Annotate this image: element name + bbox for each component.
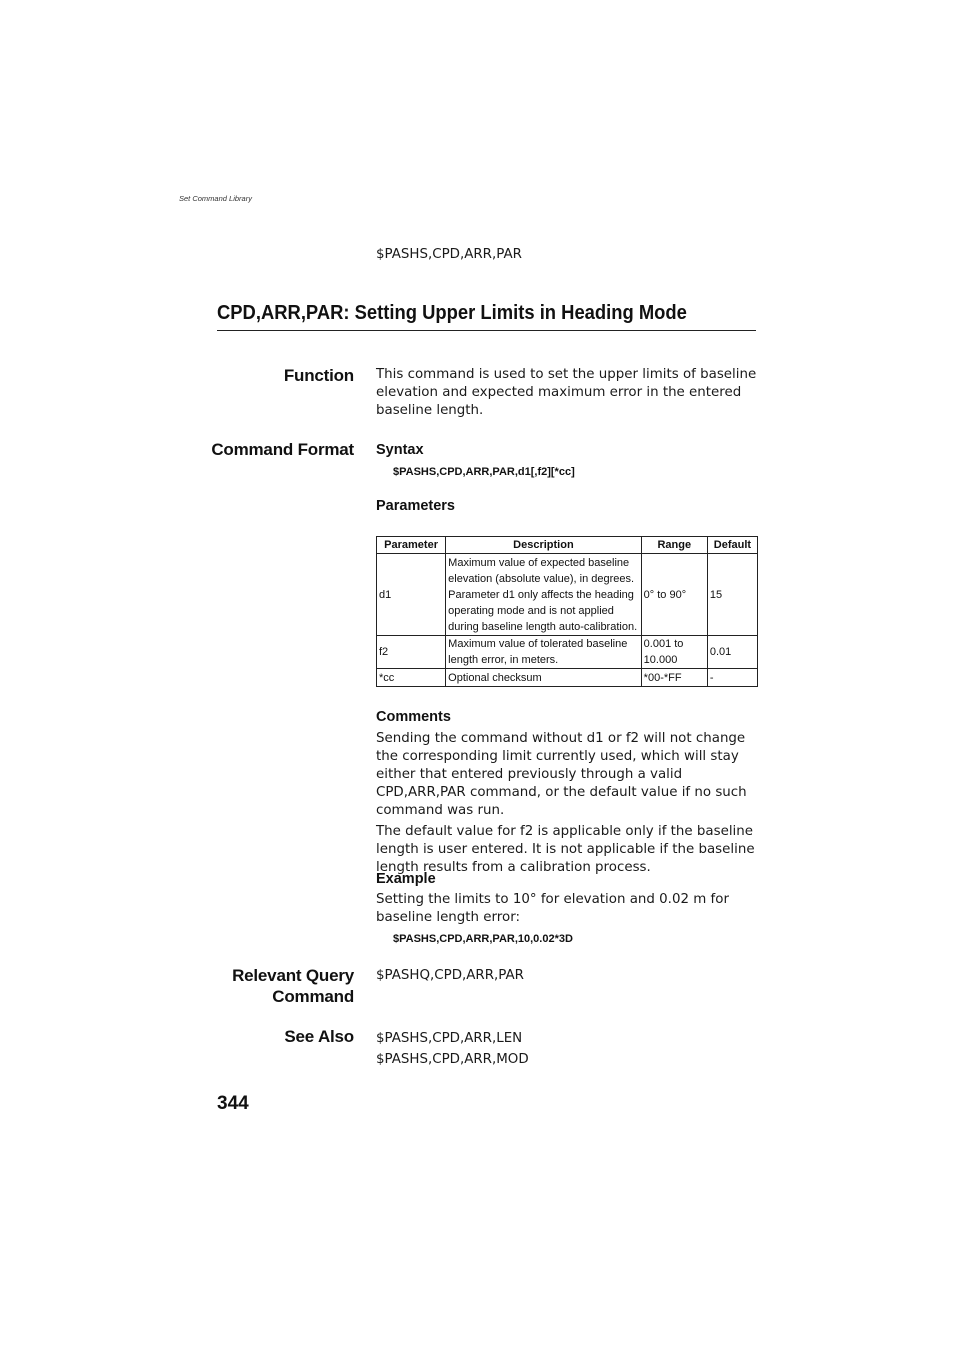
relevant-query-heading-line1: Relevant Query bbox=[232, 966, 354, 985]
function-text: This command is used to set the upper limits of baseline elevation and expected maximum error in the entered baseline length. bbox=[376, 367, 757, 418]
parameter-cell: f2 bbox=[377, 636, 446, 669]
parameters-heading: Parameters bbox=[376, 498, 455, 514]
page-number: 344 bbox=[217, 1093, 249, 1114]
title-rule bbox=[217, 330, 756, 331]
default-cell: 0.01 bbox=[707, 636, 757, 669]
syntax-heading: Syntax bbox=[376, 442, 424, 458]
relevant-query-command: $PASHQ,CPD,ARR,PAR bbox=[376, 968, 524, 983]
see-also-heading: See Also bbox=[284, 1027, 354, 1046]
description-cell: Maximum value of tolerated baseline length error, in meters. bbox=[446, 636, 642, 669]
example-code: $PASHS,CPD,ARR,PAR,10,0.02*3D bbox=[393, 933, 573, 945]
range-cell: 0° to 90° bbox=[641, 554, 707, 636]
table-row bbox=[377, 636, 758, 669]
default-cell: 15 bbox=[707, 554, 757, 636]
running-head: Set Command Library bbox=[179, 194, 252, 203]
see-also-item: $PASHS,CPD,ARR,MOD bbox=[376, 1052, 529, 1067]
relevant-query-heading bbox=[232, 965, 354, 1007]
default-cell: - bbox=[707, 669, 757, 687]
column-header: Default bbox=[707, 537, 757, 554]
example-heading: Example bbox=[376, 871, 436, 887]
parameter-cell: *cc bbox=[377, 669, 446, 687]
see-also-list bbox=[376, 1028, 758, 1070]
comments-block bbox=[376, 730, 758, 880]
column-header: Range bbox=[641, 537, 707, 554]
page-title: CPD,ARR,PAR: Setting Upper Limits in Heading Mode bbox=[217, 302, 687, 324]
comments-heading: Comments bbox=[376, 709, 451, 725]
previous-command: $PASHS,CPD,ARR,PAR bbox=[376, 247, 522, 262]
description-cell: Optional checksum bbox=[446, 669, 642, 687]
see-also-item: $PASHS,CPD,ARR,LEN bbox=[376, 1031, 523, 1046]
comment-paragraph: Sending the command without d1 or f2 will not change the corresponding limit currently used, which will stay either that entered previously through a valid CPD,ARR,PAR command, or the default value if no such command was run. bbox=[376, 731, 747, 818]
column-header: Description bbox=[446, 537, 642, 554]
parameters-table bbox=[376, 536, 758, 687]
comment-paragraph: The default value for f2 is applicable only if the baseline length is user entered. It is not applicable if the baseline length results from a calibration process. bbox=[376, 824, 755, 875]
table-row bbox=[377, 554, 758, 636]
example-text: Setting the limits to 10° for elevation and 0.02 m for baseline length error: bbox=[376, 892, 729, 925]
table-row bbox=[377, 669, 758, 687]
command-format-heading: Command Format bbox=[211, 440, 354, 459]
syntax-code: $PASHS,CPD,ARR,PAR,d1[,f2][*cc] bbox=[393, 466, 575, 478]
range-cell: *00-*FF bbox=[641, 669, 707, 687]
column-header: Parameter bbox=[377, 537, 446, 554]
function-heading: Function bbox=[283, 366, 354, 385]
description-cell: Maximum value of expected baseline elevation (absolute value), in degrees. Parameter d1 only affects the heading operating mode and is not applied during baseline length auto-calibration. bbox=[446, 554, 642, 636]
table-header-row bbox=[377, 537, 758, 554]
relevant-query-heading-line2: Command bbox=[272, 987, 354, 1006]
parameter-cell: d1 bbox=[377, 554, 446, 636]
range-cell: 0.001 to 10.000 bbox=[641, 636, 707, 669]
